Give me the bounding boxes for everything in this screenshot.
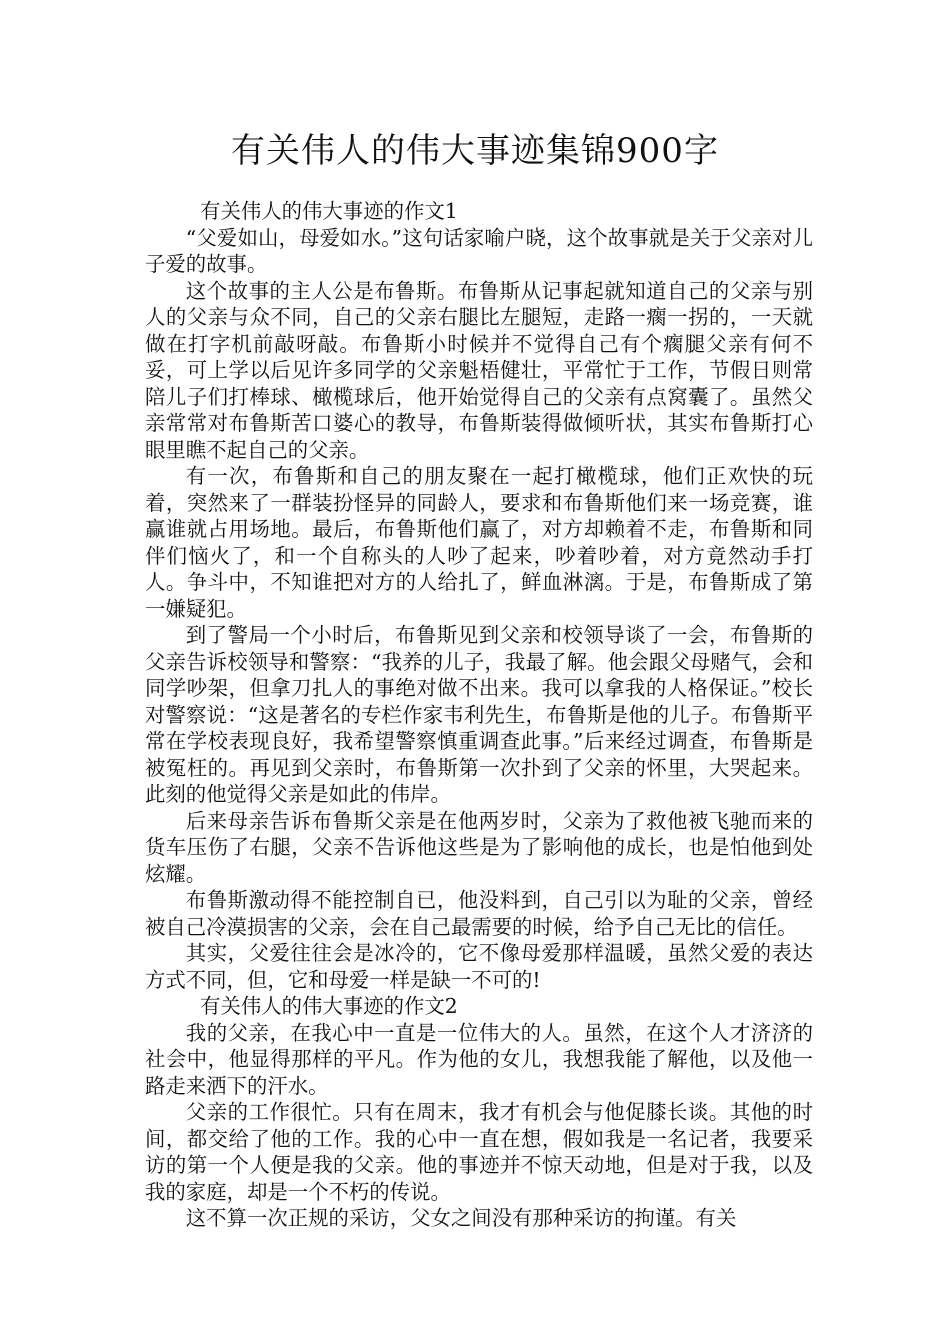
paragraph: “父爱如山，母爱如水。”这句话家喻户晓，这个故事就是关于父亲对儿子爱的故事。 bbox=[145, 225, 813, 276]
paragraph: 后来母亲告诉布鲁斯父亲是在他两岁时，父亲为了救他被飞驰而来的货车压伤了右腿，父亲不告诉他这些是为了影响他的成长，也是怕他到处炫耀。 bbox=[145, 808, 813, 886]
document-body bbox=[145, 198, 813, 1232]
paragraph: 这不算一次正规的采访，父女之间没有那种采访的拘谨。有关 bbox=[185, 1206, 737, 1230]
paragraph: 布鲁斯激动得不能控制自已，他没料到，自己引以为耻的父亲，曾经被自己冷漠损害的父亲，会在自己最需要的时候，给予自己无比的信任。 bbox=[145, 888, 813, 939]
paragraph: 到了警局一个小时后，布鲁斯见到父亲和校领导谈了一会，布鲁斯的父亲告诉校领导和警察：“我养的儿子，我最了解。他会跟父母赌气，会和同学吵架，但拿刀扎人的事绝对做不出来。我可以拿我的人格保证。”校长对警察说：“这是著名的专栏作家韦利先生，布鲁斯是他的儿子。布鲁斯平常在学校表现良好，我希望警察慎重调查此事。”后来经过调查，布鲁斯是被冤枉的。再见到父亲时，布鲁斯第一次扑到了父亲的怀里，大哭起来。此刻的他觉得父亲是如此的伟岸。 bbox=[145, 623, 813, 806]
paragraph: 有一次，布鲁斯和自己的朋友聚在一起打橄榄球，他们正欢快的玩着，突然来了一群装扮怪异的同龄人，要求和布鲁斯他们来一场竞赛，谁赢谁就占用场地。最后，布鲁斯他们赢了，对方却赖着不走，布鲁斯和同伴们恼火了，和一个自称头的人吵了起来，吵着吵着，对方竟然动手打人。争斗中，不知谁把对方的人给扎了，鲜血淋漓。于是，布鲁斯成了第一嫌疑犯。 bbox=[145, 464, 813, 621]
paragraph: 父亲的工作很忙。只有在周末，我才有机会与他促膝长谈。其他的时间，都交给了他的工作。我的心中一直在想，假如我是一名记者，我要采访的第一个人便是我的父亲。他的事迹并不惊天动地，但是对于我，以及我的家庭，却是一个不朽的传说。 bbox=[145, 1100, 813, 1204]
paragraph: 这个故事的主人公是布鲁斯。布鲁斯从记事起就知道自己的父亲与别人的父亲与众不同，自己的父亲右腿比左腿短，走路一瘸一拐的，一天就做在打字机前敲呀敲。布鲁斯小时候并不觉得自己有个瘸腿父亲有何不妥，可上学以后见许多同学的父亲魁梧健壮，平常忙于工作，节假日则常陪儿子们打棒球、橄榄球后，他开始觉得自己的父亲有点窝囊了。虽然父亲常常对布鲁斯苦口婆心的教导，布鲁斯装得做倾听状，其实布鲁斯打心眼里瞧不起自己的父亲。 bbox=[145, 278, 813, 462]
paragraph: 我的父亲，在我心中一直是一位伟大的人。虽然，在这个人才济济的社会中，他显得那样的平凡。作为他的女儿，我想我能了解他，以及他一路走来洒下的汗水。 bbox=[145, 1020, 813, 1098]
document-title: 有关伟人的伟大事迹集锦900字 bbox=[231, 131, 719, 171]
section-heading: 有关伟人的伟大事迹的作文1 bbox=[200, 199, 458, 223]
paragraph: 其实，父爱往往会是冰冷的，它不像母爱那样温暖，虽然父爱的表达方式不同，但，它和母爱一样是缺一不可的! bbox=[145, 941, 813, 992]
section-heading: 有关伟人的伟大事迹的作文2 bbox=[200, 994, 458, 1018]
